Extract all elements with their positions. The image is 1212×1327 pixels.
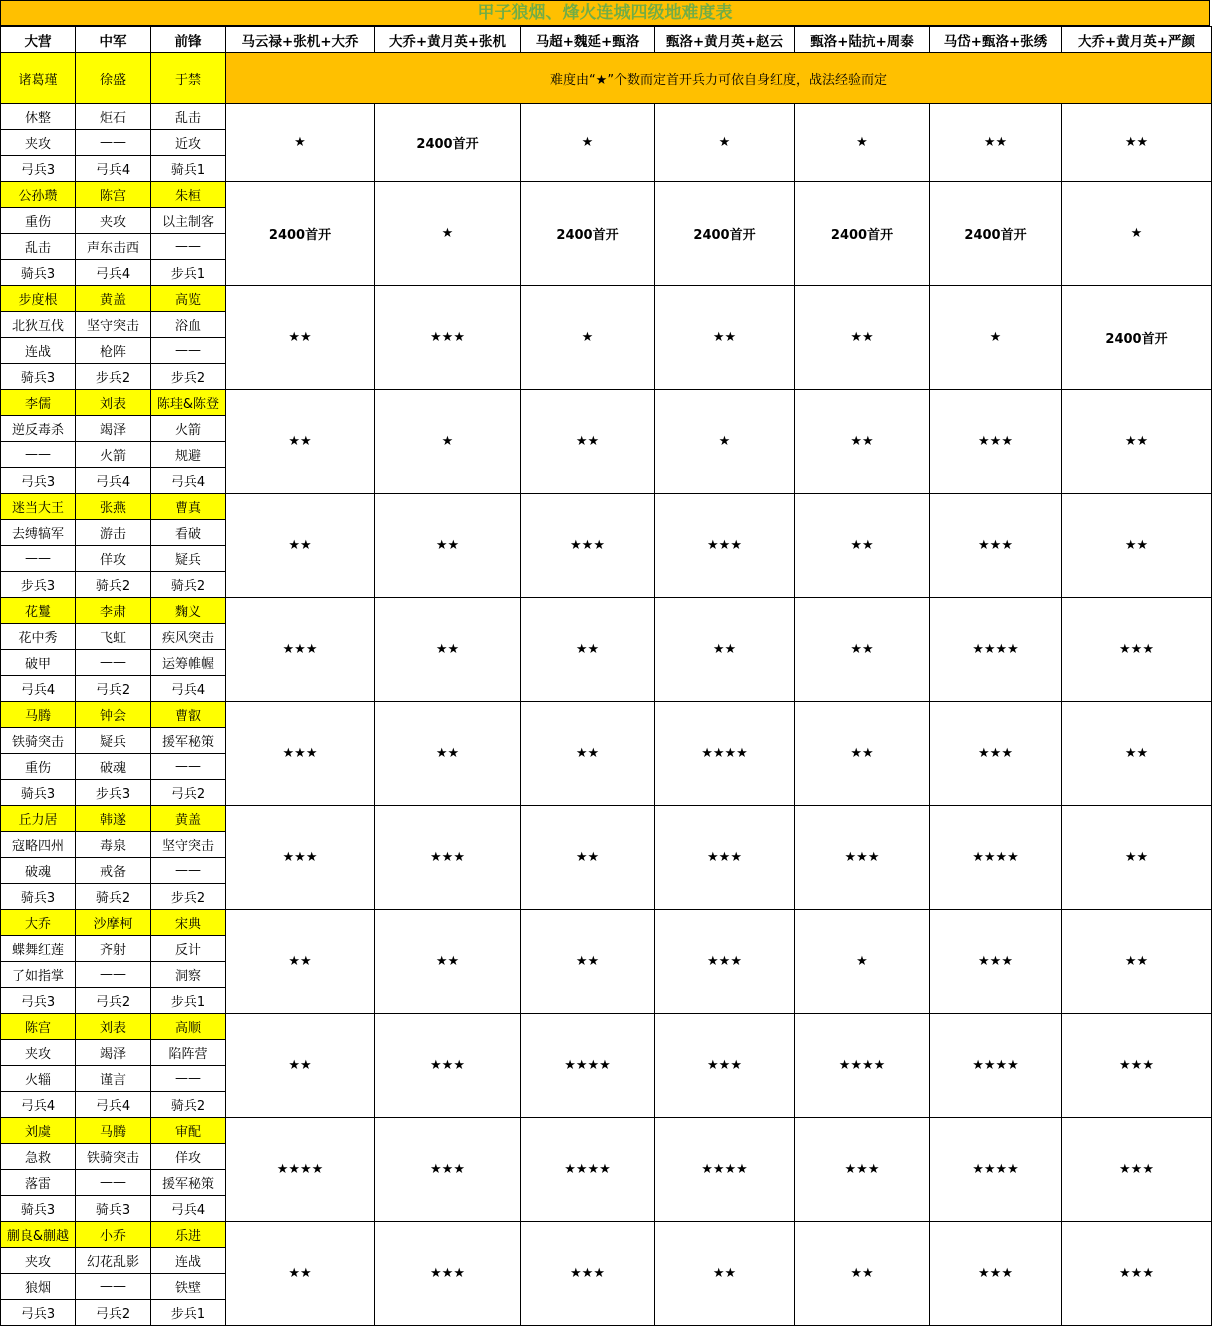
difficulty-stars: ★★ [521, 910, 655, 1014]
difficulty-stars: ★★★ [930, 390, 1062, 494]
general-name: 黄盖 [76, 286, 151, 312]
difficulty-stars: ★★ [1062, 910, 1212, 1014]
table-row [1, 598, 1212, 624]
tactic-name: 休整 [1, 104, 76, 130]
general-name: 沙摩柯 [76, 910, 151, 936]
troop-type: 弓兵4 [76, 1092, 151, 1118]
difficulty-stars: ★★★ [1062, 1014, 1212, 1118]
tactic-name: 寇略四州 [1, 832, 76, 858]
general-name: 小乔 [76, 1222, 151, 1248]
troop-type: 弓兵4 [151, 468, 226, 494]
difficulty-stars: ★★★★ [930, 1118, 1062, 1222]
tactic-name: —— [151, 858, 226, 884]
tactic-name: 以主制客 [151, 208, 226, 234]
difficulty-stars: ★★★ [655, 1014, 795, 1118]
team-header: 马超+魏延+甄洛 [521, 27, 655, 53]
table-row [1, 806, 1212, 832]
tactic-name: 疾风突击 [151, 624, 226, 650]
tactic-name: 铁骑突击 [76, 1144, 151, 1170]
tactic-name: 铁骑突击 [1, 728, 76, 754]
general-name: 陈宫 [76, 182, 151, 208]
troop-type: 步兵1 [151, 1300, 226, 1326]
difficulty-first-open: 2400首开 [1062, 286, 1212, 390]
general-name: 黄盖 [151, 806, 226, 832]
troop-type: 骑兵2 [76, 884, 151, 910]
table-row [1, 910, 1212, 936]
tactic-name: 援军秘策 [151, 728, 226, 754]
difficulty-stars: ★★★ [1062, 1222, 1212, 1326]
difficulty-stars: ★★★★ [930, 806, 1062, 910]
general-name: 于禁 [151, 53, 226, 104]
difficulty-stars: ★★★ [375, 1118, 521, 1222]
troop-type: 弓兵2 [76, 988, 151, 1014]
difficulty-stars: ★★ [655, 598, 795, 702]
difficulty-stars: ★★ [795, 598, 930, 702]
general-name: 公孙瓒 [1, 182, 76, 208]
general-name: 韩遂 [76, 806, 151, 832]
troop-type: 弓兵3 [1, 988, 76, 1014]
difficulty-stars: ★★ [1062, 390, 1212, 494]
general-name: 曹叡 [151, 702, 226, 728]
tactic-name: 火箭 [76, 442, 151, 468]
table-row [1, 1222, 1212, 1248]
difficulty-stars: ★★ [226, 390, 375, 494]
tactic-name: —— [1, 442, 76, 468]
tactic-name: 北狄互伐 [1, 312, 76, 338]
general-name: 诸葛瑾 [1, 53, 76, 104]
tactic-name: 竭泽 [76, 1040, 151, 1066]
difficulty-stars: ★★★ [375, 1014, 521, 1118]
troop-type: 步兵1 [151, 988, 226, 1014]
general-name: 丘力居 [1, 806, 76, 832]
difficulty-stars: ★★ [226, 286, 375, 390]
difficulty-stars: ★★ [226, 1014, 375, 1118]
difficulty-stars: ★ [375, 182, 521, 286]
troop-type: 弓兵2 [76, 676, 151, 702]
tactic-name: 夹攻 [76, 208, 151, 234]
troop-type: 骑兵1 [151, 156, 226, 182]
team-header: 马云禄+张机+大乔 [226, 27, 375, 53]
table-row [1, 1014, 1212, 1040]
general-name: 高顺 [151, 1014, 226, 1040]
tactic-name: 乱击 [1, 234, 76, 260]
general-name: 刘表 [76, 390, 151, 416]
tactic-name: 狼烟 [1, 1274, 76, 1300]
difficulty-stars: ★★★ [1062, 598, 1212, 702]
difficulty-stars: ★★★ [375, 1222, 521, 1326]
difficulty-stars: ★ [226, 104, 375, 182]
tactic-name: —— [76, 1170, 151, 1196]
troop-type: 弓兵3 [1, 1300, 76, 1326]
difficulty-stars: ★★★★ [521, 1118, 655, 1222]
general-name: 宋典 [151, 910, 226, 936]
tactic-name: 援军秘策 [151, 1170, 226, 1196]
tactic-name: 运筹帷幄 [151, 650, 226, 676]
tactic-name: 看破 [151, 520, 226, 546]
tactic-name: 坚守突击 [151, 832, 226, 858]
difficulty-stars: ★★ [375, 494, 521, 598]
tactic-name: 破魂 [1, 858, 76, 884]
difficulty-stars: ★ [795, 910, 930, 1014]
difficulty-stars: ★★ [795, 390, 930, 494]
tactic-name: 夹攻 [1, 130, 76, 156]
tactic-name: 蝶舞红莲 [1, 936, 76, 962]
table-row [1, 702, 1212, 728]
troop-type: 弓兵3 [1, 468, 76, 494]
difficulty-stars: ★★★ [226, 806, 375, 910]
difficulty-stars: ★★ [655, 1222, 795, 1326]
difficulty-first-open: 2400首开 [930, 182, 1062, 286]
difficulty-stars: ★ [521, 104, 655, 182]
difficulty-stars: ★★ [375, 910, 521, 1014]
difficulty-stars: ★★★ [930, 494, 1062, 598]
difficulty-first-open: 2400首开 [375, 104, 521, 182]
difficulty-stars: ★★★★ [930, 598, 1062, 702]
general-name: 陈珪&陈登 [151, 390, 226, 416]
tactic-name: —— [76, 650, 151, 676]
difficulty-stars: ★★ [795, 1222, 930, 1326]
troop-type: 骑兵3 [1, 364, 76, 390]
tactic-name: 游击 [76, 520, 151, 546]
troop-type: 步兵2 [151, 884, 226, 910]
tactic-name: 近攻 [151, 130, 226, 156]
tactic-name: 重伤 [1, 754, 76, 780]
troop-type: 步兵3 [76, 780, 151, 806]
general-name: 蒯良&蒯越 [1, 1222, 76, 1248]
general-name: 徐盛 [76, 53, 151, 104]
difficulty-table [0, 26, 1212, 1326]
difficulty-stars: ★★★★ [226, 1118, 375, 1222]
troop-type: 弓兵4 [151, 676, 226, 702]
difficulty-stars: ★★★ [655, 494, 795, 598]
difficulty-stars: ★★★ [930, 702, 1062, 806]
general-name: 朱桓 [151, 182, 226, 208]
tactic-name: 落雷 [1, 1170, 76, 1196]
tactic-name: 了如指掌 [1, 962, 76, 988]
column-header: 大营 [1, 27, 76, 53]
general-name: 李儒 [1, 390, 76, 416]
troop-type: 骑兵3 [1, 884, 76, 910]
tactic-name: 花中秀 [1, 624, 76, 650]
tactic-name: 规避 [151, 442, 226, 468]
tactic-name: 浴血 [151, 312, 226, 338]
tactic-name: 连战 [151, 1248, 226, 1274]
difficulty-stars: ★★ [795, 494, 930, 598]
difficulty-first-open: 2400首开 [655, 182, 795, 286]
header-row [1, 27, 1212, 53]
tactic-name: 去缚犒军 [1, 520, 76, 546]
table-row [1, 182, 1212, 208]
tactic-name: —— [76, 1274, 151, 1300]
general-name: 步度根 [1, 286, 76, 312]
difficulty-stars: ★★ [226, 910, 375, 1014]
difficulty-stars: ★★★★ [795, 1014, 930, 1118]
troop-type: 弓兵4 [76, 156, 151, 182]
troop-type: 骑兵3 [76, 1196, 151, 1222]
difficulty-stars: ★★★ [1062, 1118, 1212, 1222]
team-header: 甄洛+黄月英+赵云 [655, 27, 795, 53]
general-name: 高览 [151, 286, 226, 312]
tactic-name: 炬石 [76, 104, 151, 130]
difficulty-stars: ★★★★ [655, 1118, 795, 1222]
tactic-name: 疑兵 [76, 728, 151, 754]
troop-type: 弓兵2 [151, 780, 226, 806]
troop-type: 弓兵4 [76, 468, 151, 494]
difficulty-stars: ★★ [521, 806, 655, 910]
tactic-name: 急救 [1, 1144, 76, 1170]
difficulty-stars: ★★★ [226, 598, 375, 702]
tactic-name: 毒泉 [76, 832, 151, 858]
difficulty-stars: ★★★ [930, 910, 1062, 1014]
team-header: 大乔+黄月英+严颜 [1062, 27, 1212, 53]
difficulty-stars: ★★★★ [655, 702, 795, 806]
difficulty-stars: ★★★ [930, 1222, 1062, 1326]
tactic-name: 火箭 [151, 416, 226, 442]
difficulty-stars: ★★ [1062, 494, 1212, 598]
tactic-name: 幻花乱影 [76, 1248, 151, 1274]
difficulty-stars: ★ [795, 104, 930, 182]
tactic-name: 乱击 [151, 104, 226, 130]
difficulty-stars: ★★★★ [521, 1014, 655, 1118]
difficulty-note: 难度由“★”个数而定首开兵力可依自身红度，战法经验而定 [226, 53, 1212, 104]
difficulty-stars: ★ [930, 286, 1062, 390]
troop-type: 步兵1 [151, 260, 226, 286]
tactic-name: —— [151, 234, 226, 260]
troop-type: 骑兵3 [1, 260, 76, 286]
difficulty-stars: ★★ [1062, 806, 1212, 910]
general-name: 乐进 [151, 1222, 226, 1248]
tactic-name: —— [151, 338, 226, 364]
tactic-name: 枪阵 [76, 338, 151, 364]
difficulty-stars: ★★★ [226, 702, 375, 806]
tactic-name: 破甲 [1, 650, 76, 676]
difficulty-stars: ★★ [1062, 104, 1212, 182]
difficulty-stars: ★★ [521, 390, 655, 494]
tactic-name: 洞察 [151, 962, 226, 988]
team-header: 马岱+甄洛+张绣 [930, 27, 1062, 53]
table-row [1, 390, 1212, 416]
difficulty-stars: ★★ [930, 104, 1062, 182]
general-name: 迷当大王 [1, 494, 76, 520]
difficulty-stars: ★★ [375, 702, 521, 806]
difficulty-stars: ★ [1062, 182, 1212, 286]
general-name: 刘虞 [1, 1118, 76, 1144]
tactic-name: 竭泽 [76, 416, 151, 442]
troop-type: 弓兵4 [76, 260, 151, 286]
difficulty-first-open: 2400首开 [521, 182, 655, 286]
tactic-name: 坚守突击 [76, 312, 151, 338]
tactic-name: 夹攻 [1, 1248, 76, 1274]
tactic-name: 佯攻 [151, 1144, 226, 1170]
troop-type: 骑兵2 [151, 1092, 226, 1118]
troop-type: 弓兵4 [1, 676, 76, 702]
difficulty-first-open: 2400首开 [226, 182, 375, 286]
difficulty-stars: ★★★★ [930, 1014, 1062, 1118]
general-name: 麴义 [151, 598, 226, 624]
difficulty-stars: ★★★ [375, 286, 521, 390]
general-name: 马腾 [76, 1118, 151, 1144]
tactic-name: 连战 [1, 338, 76, 364]
tactic-name: —— [151, 754, 226, 780]
tactic-name: 戒备 [76, 858, 151, 884]
tactic-name: 夹攻 [1, 1040, 76, 1066]
tactic-name: —— [151, 1066, 226, 1092]
troop-type: 弓兵4 [151, 1196, 226, 1222]
tactic-name: 疑兵 [151, 546, 226, 572]
difficulty-stars: ★★★ [521, 1222, 655, 1326]
tactic-name: 佯攻 [76, 546, 151, 572]
difficulty-stars: ★★★ [795, 806, 930, 910]
team-header: 甄洛+陆抗+周泰 [795, 27, 930, 53]
difficulty-stars: ★ [655, 104, 795, 182]
difficulty-stars: ★★ [1062, 702, 1212, 806]
troop-type: 弓兵4 [1, 1092, 76, 1118]
general-name: 李肃 [76, 598, 151, 624]
difficulty-stars: ★ [521, 286, 655, 390]
general-name: 审配 [151, 1118, 226, 1144]
troop-type: 步兵2 [76, 364, 151, 390]
tactic-name: 铁壁 [151, 1274, 226, 1300]
tactic-name: —— [76, 962, 151, 988]
tactic-name: —— [76, 130, 151, 156]
troop-type: 骑兵3 [1, 780, 76, 806]
difficulty-stars: ★★ [375, 598, 521, 702]
general-name: 曹真 [151, 494, 226, 520]
difficulty-stars: ★★★ [375, 806, 521, 910]
difficulty-stars: ★★ [226, 494, 375, 598]
column-header: 中军 [76, 27, 151, 53]
difficulty-stars: ★★ [655, 286, 795, 390]
difficulty-stars: ★★★ [795, 1118, 930, 1222]
tactic-name: 飞虹 [76, 624, 151, 650]
difficulty-stars: ★★★ [655, 806, 795, 910]
troop-type: 步兵2 [151, 364, 226, 390]
tactic-name: —— [1, 546, 76, 572]
difficulty-stars: ★★ [521, 702, 655, 806]
table-row [1, 494, 1212, 520]
difficulty-stars: ★★★ [655, 910, 795, 1014]
table-row [1, 286, 1212, 312]
team-header: 大乔+黄月英+张机 [375, 27, 521, 53]
tactic-name: 破魂 [76, 754, 151, 780]
column-header: 前锋 [151, 27, 226, 53]
general-name: 刘表 [76, 1014, 151, 1040]
difficulty-stars: ★ [655, 390, 795, 494]
troop-type: 弓兵2 [76, 1300, 151, 1326]
tactic-name: 火辎 [1, 1066, 76, 1092]
difficulty-stars: ★★ [521, 598, 655, 702]
table-row [1, 53, 1212, 104]
general-name: 钟会 [76, 702, 151, 728]
tactic-name: 谨言 [76, 1066, 151, 1092]
general-name: 大乔 [1, 910, 76, 936]
tactic-name: 反计 [151, 936, 226, 962]
difficulty-stars: ★ [375, 390, 521, 494]
general-name: 马腾 [1, 702, 76, 728]
difficulty-stars: ★★★ [521, 494, 655, 598]
general-name: 张燕 [76, 494, 151, 520]
tactic-name: 逆反毒杀 [1, 416, 76, 442]
general-name: 花鬘 [1, 598, 76, 624]
tactic-name: 声东击西 [76, 234, 151, 260]
tactic-name: 重伤 [1, 208, 76, 234]
table-row [1, 104, 1212, 130]
sheet-title: 甲子狼烟、烽火连城四级地难度表 [0, 0, 1210, 26]
difficulty-stars: ★★ [795, 286, 930, 390]
troop-type: 步兵3 [1, 572, 76, 598]
general-name: 陈宫 [1, 1014, 76, 1040]
troop-type: 骑兵2 [76, 572, 151, 598]
tactic-name: 齐射 [76, 936, 151, 962]
troop-type: 弓兵3 [1, 156, 76, 182]
table-row [1, 1118, 1212, 1144]
difficulty-stars: ★★ [226, 1222, 375, 1326]
difficulty-first-open: 2400首开 [795, 182, 930, 286]
troop-type: 骑兵3 [1, 1196, 76, 1222]
difficulty-stars: ★★ [795, 702, 930, 806]
tactic-name: 陷阵营 [151, 1040, 226, 1066]
troop-type: 骑兵2 [151, 572, 226, 598]
